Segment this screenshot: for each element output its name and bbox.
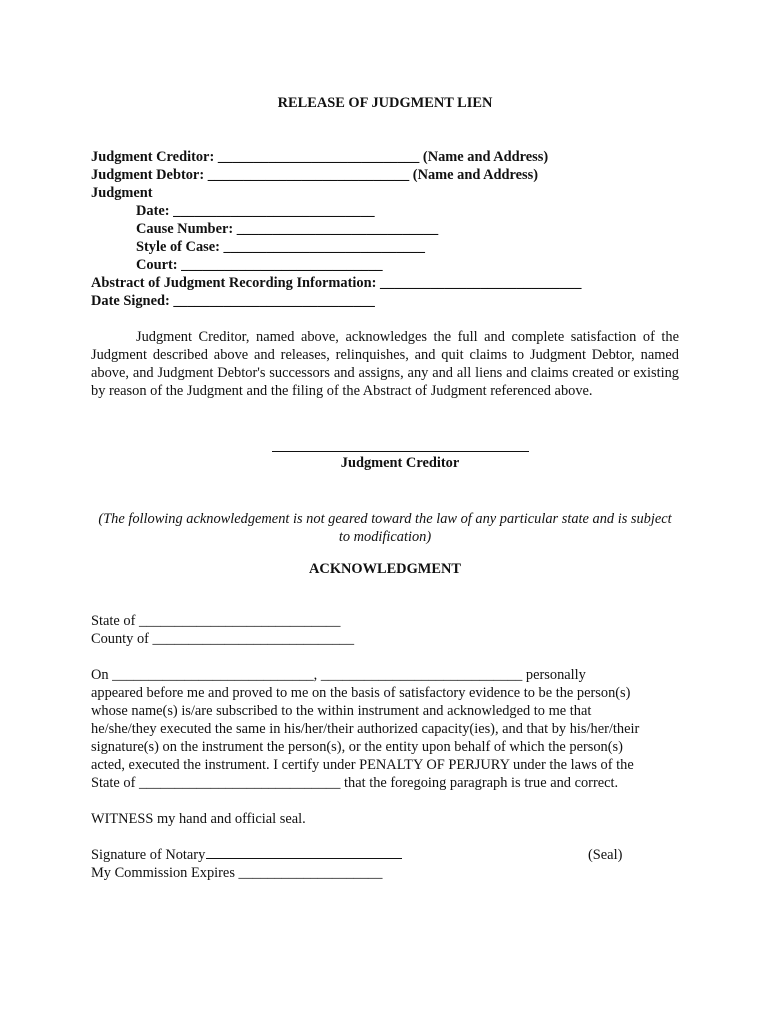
acknowledgment-line: he/she/they executed the same in his/her/their authorized capacity(ies), and that by his/her/their (91, 721, 640, 737)
release-paragraph-text: Judgment Creditor, named above, acknowledges the full and complete satisfaction of the Judgment described above and releases, relinquishes, and quit claims to Judgment Debtor, named above, and Judgment Debtor's successors and assigns, any and all liens and claims created or existing by reason of the Judgment and the filing of the Abstract of Judgment referenced above. (91, 329, 679, 399)
notary-signature-label: Signature of Notary (91, 847, 206, 863)
acknowledgment-line: State of ____________________________ that the foregoing paragraph is true and correct. (91, 775, 619, 791)
acknowledgment-line: acted, executed the instrument. I certify under PENALTY OF PERJURY under the laws of the (91, 757, 634, 773)
court-field: Court: ____________________________ (136, 257, 383, 273)
county-field: County of ____________________________ (91, 631, 355, 647)
release-paragraph (91, 328, 679, 400)
acknowledgment-line: signature(s) on the instrument the person(s), or the entity upon behalf of which the person(s) (91, 739, 623, 755)
abstract-recording-field: Abstract of Judgment Recording Information: ____________________________ (91, 275, 582, 291)
acknowledgment-line: On ____________________________, ____________________________ personally (91, 667, 586, 683)
creditor-signature-line (272, 451, 529, 452)
date-signed-field: Date Signed: ____________________________ (91, 293, 375, 309)
acknowledgement-note: (The following acknowledgement is not geared toward the law of any particular state and is subject to modification) (98, 511, 672, 545)
creditor-signature-caption: Judgment Creditor (340, 455, 460, 471)
state-field: State of ____________________________ (91, 613, 341, 629)
judgment-heading: Judgment (91, 185, 153, 201)
judgment-date-field: Date: ____________________________ (136, 203, 375, 219)
acknowledgment-line: appeared before me and proved to me on the basis of satisfactory evidence to be the person(s) (91, 685, 631, 701)
witness-statement: WITNESS my hand and official seal. (91, 811, 306, 827)
acknowledgment-title: ACKNOWLEDGMENT (309, 561, 461, 577)
style-of-case-field: Style of Case: ____________________________ (136, 239, 425, 255)
commission-expires-field: My Commission Expires ____________________ (91, 865, 383, 881)
notary-signature-line (206, 846, 402, 859)
cause-number-field: Cause Number: ____________________________ (136, 221, 439, 237)
notary-signature-field (91, 846, 402, 864)
document-title: RELEASE OF JUDGMENT LIEN (277, 95, 493, 111)
acknowledgment-line: whose name(s) is/are subscribed to the within instrument and acknowledged to me that (91, 703, 592, 719)
seal-label: (Seal) (588, 847, 623, 863)
judgment-creditor-field: Judgment Creditor: ____________________________ (Name and Address) (91, 149, 549, 165)
judgment-debtor-field: Judgment Debtor: ____________________________ (Name and Address) (91, 167, 539, 183)
